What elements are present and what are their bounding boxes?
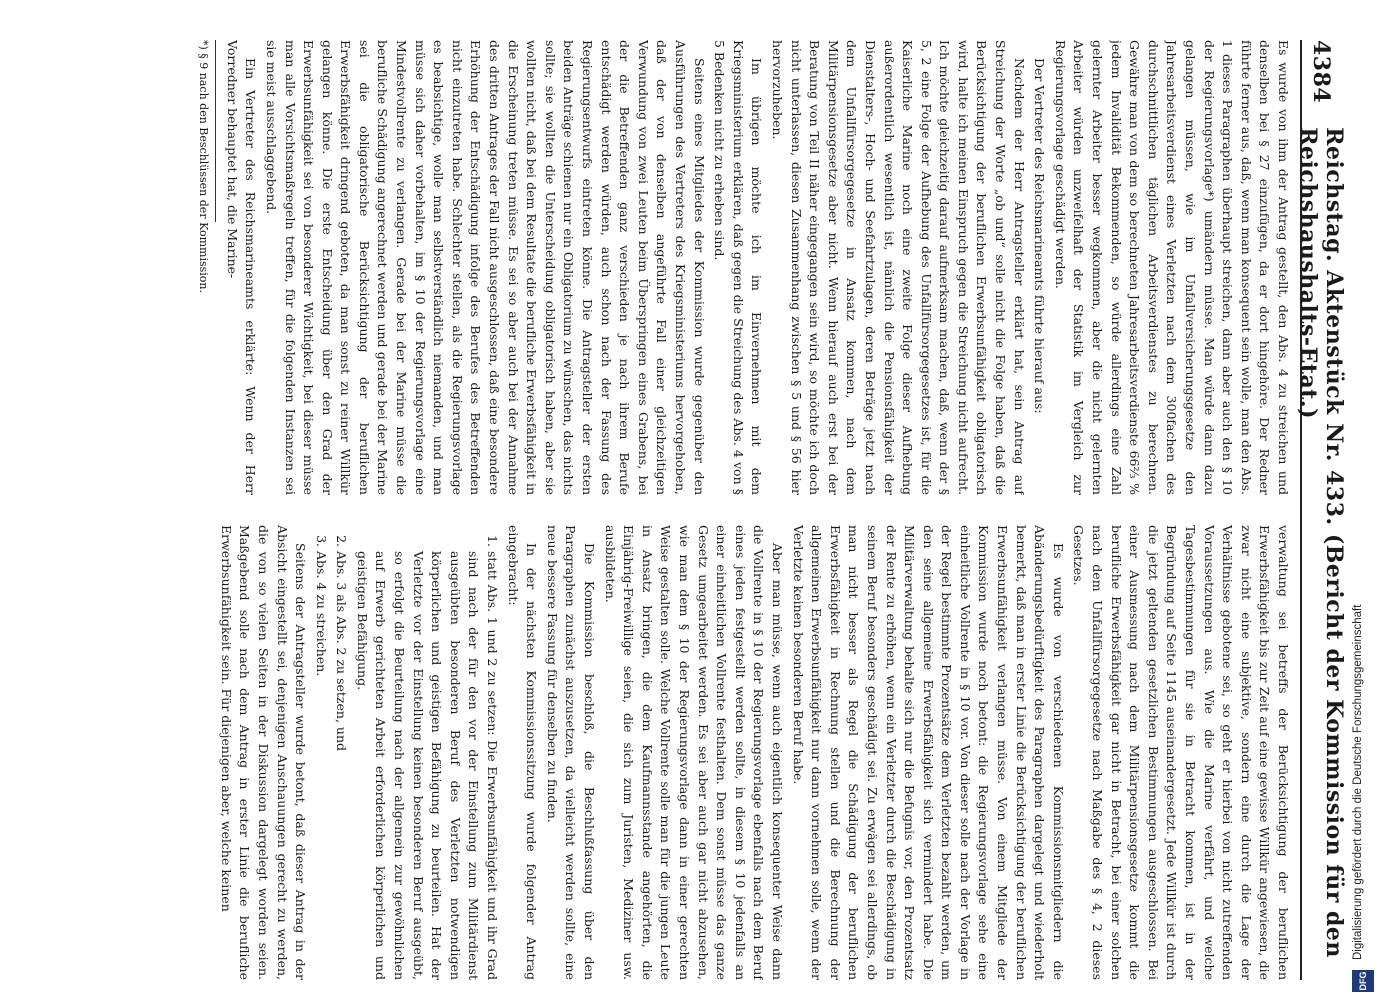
list-item: 2. Abs. 3 als Abs. 2 zu setzen, und: [332, 551, 351, 980]
digitization-credit: Digitalisierung gefördert durch die Deutsche Forschungsgemeinschaft: [1352, 604, 1364, 960]
amendment-list: [311, 525, 501, 980]
paragraph: Es wurde von verschiedenen Kommissionsmitgliedern die Abänderungsbedürftigkeit des Paragraphen dargelegt und wiederholt bemerkt, daß man in erster Linie die Berücksichtigung der beruflichen Erwerbsunfähigkeit verlangen müsse. Von einem Mitgliede der Kommission wurde noch betont: die Regierungsvorlage sehe eine einheitliche Vollrente in § 10 vor. Von dieser solle nach der Vorlage in der Regel bestimmte Prozentsätze dem Verletzten bezahlt werden, um den seine allgemeine Erwerbsfähigkeit sich vermindert habe. Die Militärverwaltung behalte sich nur die Befugnis vor, den Prozentsatz der Rente zu erhöhen, wenn ein Verletzter durch die Beschädigung in seinem Beruf besonders geschädigt sei. Zu erwägen sei allerdings, ob man nicht besser als Regel die Schädigung der beruflichen Erwerbsfähigkeit in Rechnung stellen und die Berechnung der allgemeinen Erwerbsunfähigkeit nur dann vornehmen solle, wenn der Verletzte keinen besonderen Beruf habe.: [790, 525, 1066, 980]
paragraph: Die Kommission beschloß, die Beschlußfassung über den Paragraphen zunächst auszusetzen, da vielleicht werden sollte, eine neue bessere Fassung für denselben zu finden.: [544, 525, 598, 980]
paragraph: Seitens der Antragsteller wurde betont, daß dieser Antrag in der Absicht eingestellt sei, denjenigen Anschauungen gerecht zu werden, die von so vielen Seiten in der Diskussion dargelegt worden seien. Maßgebend solle nach dem Antrag in erster Linie die berufliche Erwerbsunfähigkeit sein. Für diejenigen aber, welche keinen: [218, 525, 309, 980]
list-item: 3. Abs. 4 zu streichen.: [311, 551, 330, 980]
paragraph: Nachdem der Herr Antragsteller erklärt hat, sein Antrag auf Streichung der Worte „ob und“ solle nicht die Folge haben, daß die Berücksichtigung der beruflichen Erwerbsunfähigkeit obligatorisch wird, halte ich meinen Einspruch gegen die Streichung nicht aufrecht. Ich möchte gleichzeitig darauf aufmerksam machen, daß, wenn der § 5, 2 eine Folge der Aufhebung des Unfallfürsorgegesetzes ist, für die Kaiserliche Marine noch eine zweite Folge dieser Aufhebung außerordentlich wesentlich ist, nämlich die Pensionsfähigkeit der Dienstalters-, Hoch- und Seefahrtzulagen, deren Beträge jetzt nach dem Unfallfürsorgegesetze in Ansatz kommen, nach dem Militärpensionsgesetze aber nicht. Wenn hierauf auch erst bei der Beratung von Teil II näher eingegangen sein wird, so möchte ich doch nicht unterlassen, diesen Zusammenhang zwischen § 5 und § 56 hier hervorzuheben.: [769, 40, 1027, 495]
running-head: [1295, 40, 1347, 980]
text-columns: [102, 40, 1292, 980]
column-left: [102, 40, 1292, 495]
page-title: Reichstag. Aktenstück Nr. 433. (Bericht der Kommission für den Reichshaushalts-Etat.): [1295, 127, 1347, 958]
paragraph: Seitens eines Mitgliedes der Kommission wurde gegenüber den Ausführungen des Vertreters des Kriegsministeriums hervorgehoben, daß der von denselben angeführte Fall einer gleichzeitigen Verwundung von zwei Leuten beim Überspringen eines Grabens, bei der die Betreffenden ganz verschieden je nach ihrem Berufe entschädigt werden würden, auch schon nach der Fassung des Regierungsentwurfs eintreten könne. Die Antragsteller der ersten beiden Anträge schienen nur ein Obligatorium zu wünschen, das nichts sollte; sie wollten die Unterscheidung obligatorisch haben, aber sie wollten nicht, daß bei dem Resultate die berufliche Erwerbsfähigkeit in die Erscheinung treten müsse. Es sei so aber auch bei der Annahme des dritten Antrages der Fall nicht ausgeschlossen, daß eine besondere Erhöhung der Entschädigung infolge des Berufes des Betreffenden nicht einzutreten habe. Schlechter stellen, als die Regierungsvorlage es beabsichtige, wolle man selbstverständlich niemanden, und man müsse sich daher vorbehalten, im § 10 der Regierungsvorlage eine Mindestvollrente zu verlangen. Gerade bei der Marine müsse die berufliche Schädigung angerechnet werden und gerade bei der Marine sei die obligatorische Berücksichtigung der beruflichen Erwerbsfähigkeit dringend geboten, da man sonst zu reiner Willkür gelangen könne. Die erste Entscheidung über den Grad der Erwerbsunfähigkeit sei von besonderer Wichtigkeit, bei dieser müsse man alle Vorsichtsmaßregeln treffen, für die folgenden Instanzen sei sie meist ausschlaggebend.: [263, 40, 707, 495]
document-page: [100, 40, 1347, 980]
paragraph: Im übrigen möchte ich im Einvernehmen mit dem Kriegsministerium erklären, daß gegen die Streichung des Abs. 4 von § 5 Bedenken nicht zu erheben sind.: [712, 40, 765, 495]
footnote-separator: [215, 40, 216, 222]
column-right: [102, 525, 1292, 980]
page-number: 4384: [1308, 40, 1334, 104]
footnote: *) § 9 nach den Beschlüssen der Kommission.: [197, 40, 211, 294]
list-item: 1. statt Abs. 1 und 2 zu setzen: Die Erwerbsunfähigkeit und ihr Grad sind nach der für den vor der Einstellung zum Militärdienst ausgeübten besonderen Beruf des Verletzten notwendigen körperlichen und geistigen Befähigung zu beurteilen. Hat der Verletzte vor der Einstellung keinen besonderen Beruf ausgeübt, so erfolgt die Beurteilung nach der allgemein zur gewöhnlichen auf Erwerb gerichteten Arbeit erforderlichen körperlichen und geistigen Befähigung.: [352, 551, 501, 980]
paragraph: In der nächsten Kommissionssitzung wurde folgender Antrag eingebracht:: [505, 525, 540, 980]
dfg-logo-icon: DFG: [1352, 970, 1374, 992]
paragraph: Es wurde von ihm der Antrag gestellt, den Abs. 4 zu streichen und denselben bei § 27 einzufügen, da er dort hingehöre. Der Redner führte ferner aus, daß, wenn man konsequent sein wolle, man den Abs. 1 dieses Paragraphen überhaupt streichen, dann aber auch den § 10 der Regierungsvorlage*) umändern müsse. Man würde dann dazu gelangen müssen, wie im Unfallversicherungsgesetze den Jahresarbeitsverdienst eines Verletzten nach dem 300fachen des durchschnittlichen täglichen Arbeitsverdienstes zu berechnen. Gewähre man von dem so berechneten Jahresarbeitsverdienste 66⅔ % jedem Invalidität Bekommenden, so würde allerdings eine Zahl gelernter Arbeiter besser wegkommen, aber die nicht gelernten Arbeiter würden unzweifelhaft der Statistik im Vergleich zur Regierungsvorlage geschädigt werden.: [1052, 40, 1291, 495]
paragraph: verwaltung sei betreffs der Berücksichtigung der beruflichen Erwerbsfähigkeit bis zur Zeit auf eine gewisse Willkür angewiesen, die zwar nicht eine subjektive, sondern eine durch die Lage der Verhältnisse gebotene sei, so geht er hierbei von nicht zutreffenden Voraussetzungen aus. Wie die Marine verfährt, und welche Tagesbestimmungen für sie in Betracht kommen, ist in der Begründung auf Seite 1145 auseinandergesetzt. Jede Willkür ist durch die jetzt geltenden gesetzlichen Bestimmungen ausgeschlossen. Bei einer Ausmessung nach dem Militärpensionsgesetze kommt die berufliche Erwerbsfähigkeit gar nicht in Betracht, bei einer solchen nach dem Unfallfürsorgegesetze nach Maßgabe des § 4, 2 dieses Gesetzes.: [1071, 525, 1291, 980]
paragraph: Der Vertreter des Reichsmarineamts führte hierauf aus:: [1032, 58, 1048, 414]
paragraph: Ein Vertreter des Reichsmarineamts erklärte: Wenn der Herr Vorredner behauptet hat, die Marine-: [224, 40, 259, 495]
paragraph: Aber man müsse, wenn auch eigentlich konsequenter Weise dann die Vollrente in § 10 der Regierungsvorlage ebenfalls nach dem Beruf eines jeden festgestellt werden sollte, in diesem § 10 jedenfalls an einer einheitlichen Vollrente festhalten. Dem sonst müsse das ganze Gesetz umgearbeitet werden. Es sei aber auch gar nicht abzusehen, wie man dem § 10 der Regierungsvorlage dann in einer gerechten Weise gestalten solle. Welche Vollrente solle man für die jungen Leute in Ansatz bringen, die dem Kaufmannsstande angehörten, die Einjährig-Freiwillige seien, die sich zum Juristen, Mediziner usw. ausbildeten.: [602, 525, 785, 980]
document-page-rotated: [100, 40, 1347, 980]
